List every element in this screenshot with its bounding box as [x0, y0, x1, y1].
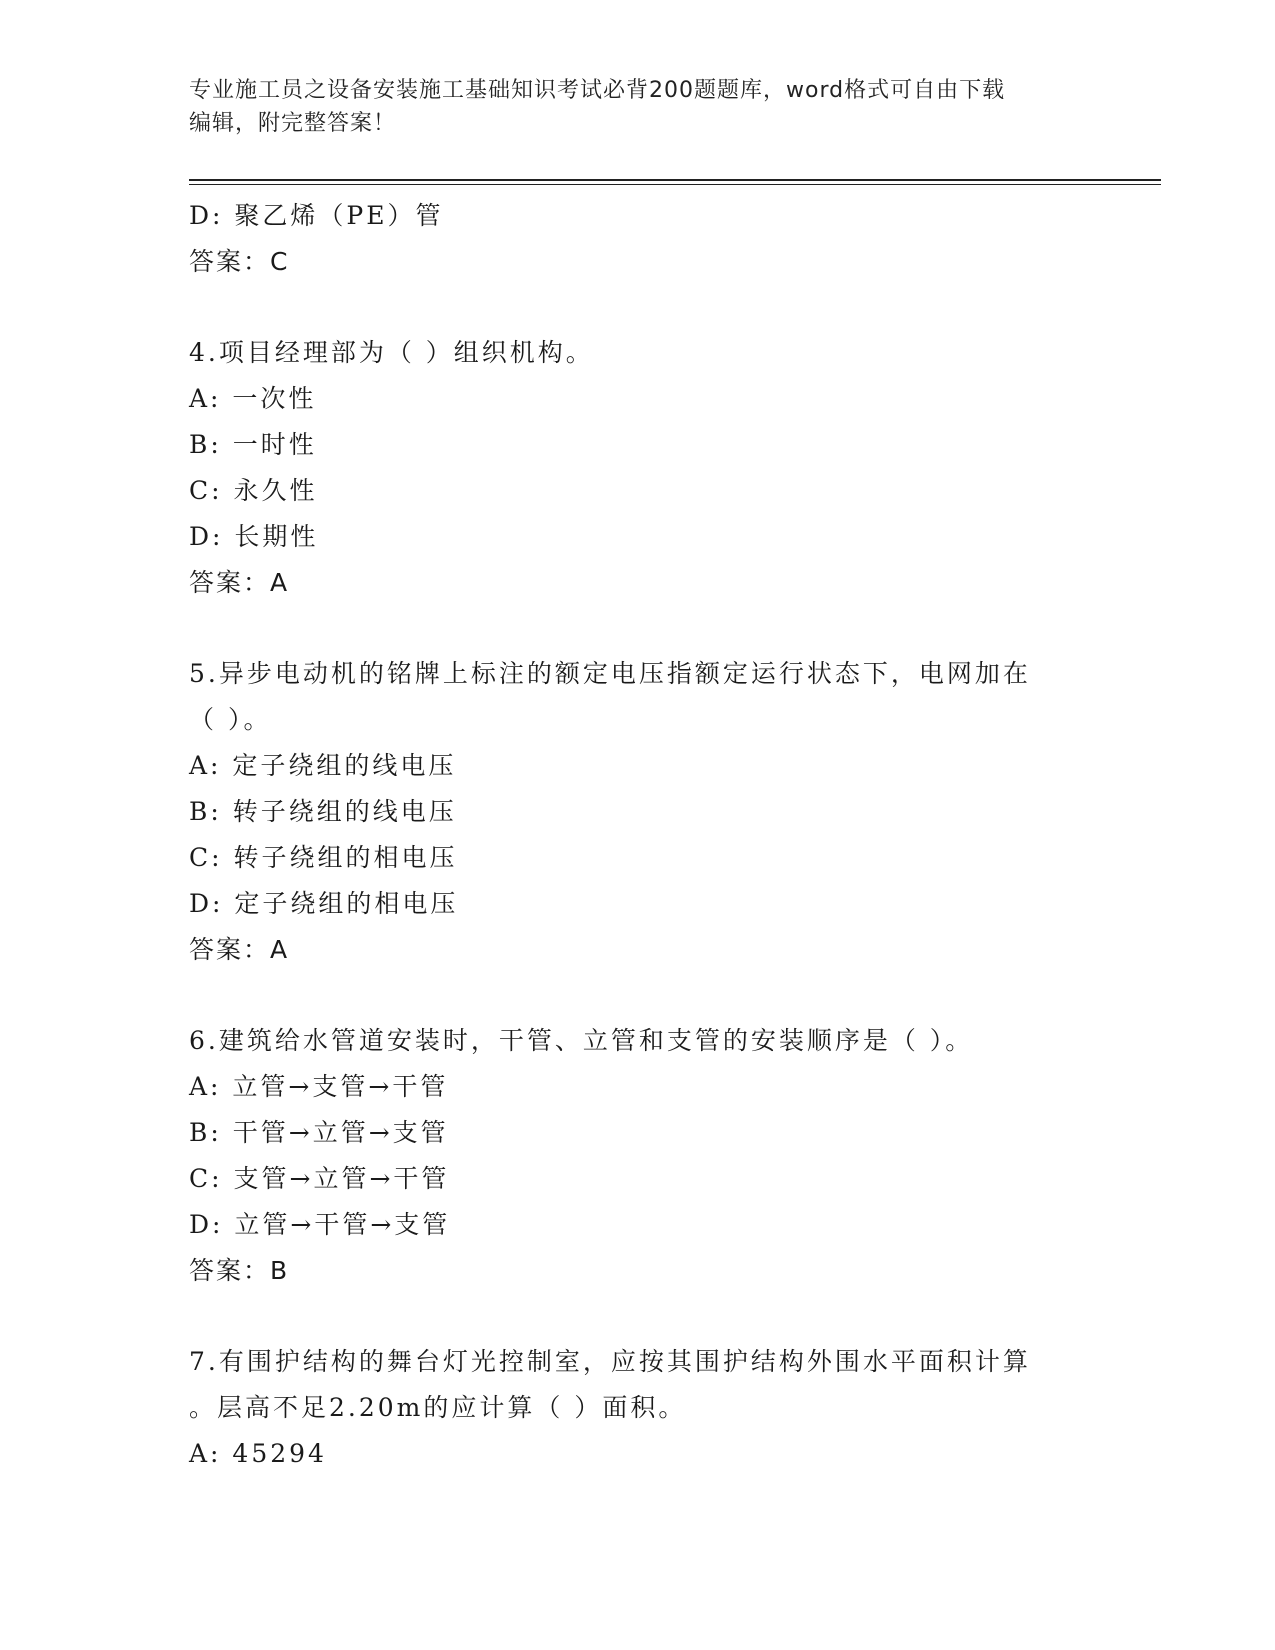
question-block-7: [189, 1339, 1089, 1477]
document-header: [189, 74, 1089, 140]
question-block-6: [189, 1018, 1089, 1294]
option-c: C: 转子绕组的相电压: [189, 843, 458, 872]
option-a: A: 定子绕组的线电压: [189, 751, 457, 780]
question-block-5: [189, 651, 1089, 973]
question-text: 6.建筑给水管道安装时，干管、立管和支管的安装顺序是（ ）。: [189, 1026, 974, 1055]
option-a: A: 一次性: [189, 384, 317, 413]
header-divider-thick: [189, 179, 1161, 181]
option-b: B: 转子绕组的线电压: [189, 797, 457, 826]
option-d: D: 聚乙烯（PE）管: [189, 201, 444, 230]
header-title-line-1: 专业施工员之设备安装施工基础知识考试必背200题题库，word格式可自由下载: [189, 78, 1006, 103]
question-text-line-2: 。层高不足2.20m的应计算（ ）面积。: [189, 1393, 687, 1422]
option-a: A: 45294: [189, 1439, 327, 1468]
option-d: D: 立管→干管→支管: [189, 1210, 451, 1239]
answer-line: 答案：A: [189, 935, 290, 964]
option-d: D: 长期性: [189, 522, 319, 551]
question-list: [189, 193, 1089, 1477]
option-d: D: 定子绕组的相电压: [189, 889, 459, 918]
block-spacer: [189, 973, 1089, 1018]
option-a: A: 立管→支管→干管: [189, 1072, 449, 1101]
header-divider-thin: [189, 184, 1161, 185]
answer-line: 答案：B: [189, 1256, 290, 1285]
question-block-3: [189, 193, 1089, 285]
header-title-line-2: 编辑，附完整答案！: [189, 111, 397, 136]
option-c: C: 支管→立管→干管: [189, 1164, 450, 1193]
answer-line: 答案：C: [189, 247, 290, 276]
answer-line: 答案：A: [189, 568, 290, 597]
option-b: B: 干管→立管→支管: [189, 1118, 449, 1147]
option-b: B: 一时性: [189, 430, 317, 459]
block-spacer: [189, 606, 1089, 651]
question-block-4: [189, 330, 1089, 606]
question-text-line-2: （ ）。: [189, 705, 272, 734]
question-text-line-1: 7.有围护结构的舞台灯光控制室，应按其围护结构外围水平面积计算: [189, 1347, 1031, 1376]
option-c: C: 永久性: [189, 476, 318, 505]
question-text: 4.项目经理部为（ ）组织机构。: [189, 338, 594, 367]
question-text-line-1: 5.异步电动机的铭牌上标注的额定电压指额定运行状态下，电网加在: [189, 659, 1031, 688]
block-spacer: [189, 1294, 1089, 1339]
block-spacer: [189, 285, 1089, 330]
